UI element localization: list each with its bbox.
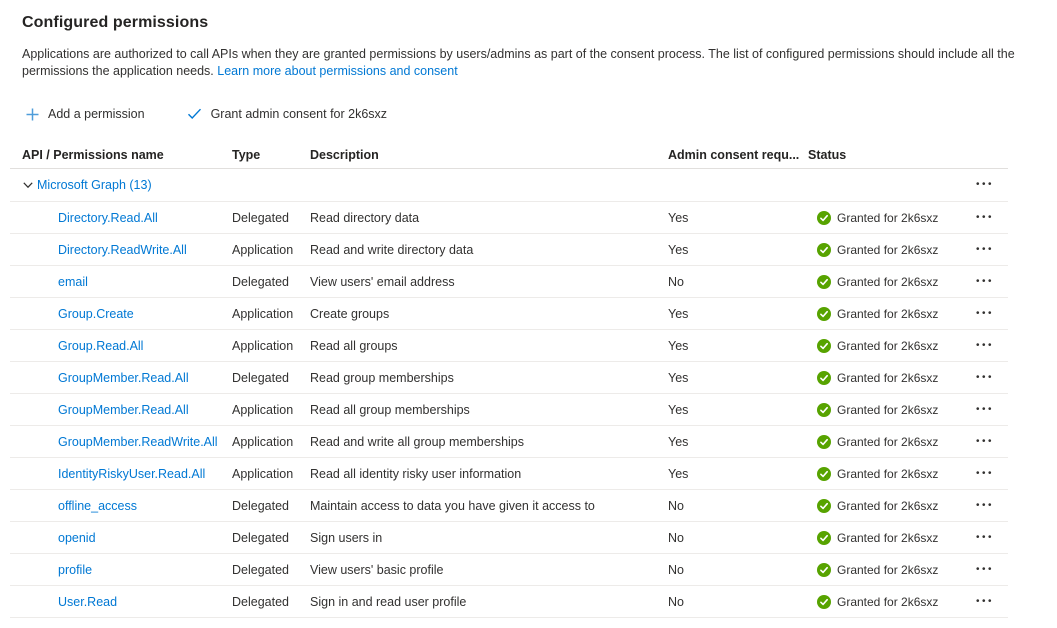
header-description[interactable]: Description	[310, 147, 379, 162]
table-row	[10, 490, 1008, 522]
permission-type: Application	[232, 338, 294, 353]
more-options-button[interactable]: •••	[972, 305, 996, 323]
permission-status	[800, 595, 960, 609]
permission-status	[800, 339, 960, 353]
row-actions-cell	[960, 497, 1008, 515]
more-options-button[interactable]: •••	[972, 497, 996, 515]
permission-status	[800, 275, 960, 289]
permission-status	[800, 563, 960, 577]
table-row	[10, 266, 1008, 298]
plus-icon	[26, 108, 39, 121]
row-actions-cell	[960, 433, 1008, 451]
granted-check-icon	[817, 339, 831, 353]
permission-description: Read directory data	[310, 210, 420, 225]
status-text: Granted for 2k6sxz	[837, 210, 939, 225]
granted-check-icon	[817, 243, 831, 257]
status-text: Granted for 2k6sxz	[837, 402, 939, 417]
admin-consent-required-value: Yes	[668, 434, 689, 449]
granted-check-icon	[817, 307, 831, 321]
more-options-button[interactable]: •••	[972, 369, 996, 387]
permission-description: Read all groups	[310, 338, 398, 353]
table-row	[10, 394, 1008, 426]
status-text: Granted for 2k6sxz	[837, 338, 939, 353]
permission-name-link[interactable]: GroupMember.Read.All	[58, 402, 189, 417]
permission-type: Application	[232, 402, 294, 417]
more-options-button[interactable]: •••	[972, 593, 996, 611]
permission-name-link[interactable]: Directory.ReadWrite.All	[58, 242, 187, 257]
permission-status	[800, 211, 960, 225]
permission-name-cell	[10, 499, 232, 513]
permissions-table	[10, 141, 1008, 618]
admin-consent-required-value: Yes	[668, 210, 689, 225]
admin-consent-required-value: No	[668, 498, 684, 513]
permission-status	[800, 499, 960, 513]
header-type[interactable]: Type	[232, 147, 261, 162]
api-group-row-microsoft-graph	[10, 169, 1008, 202]
table-row	[10, 522, 1008, 554]
more-options-button[interactable]: •••	[972, 337, 996, 355]
admin-consent-required-value: Yes	[668, 338, 689, 353]
permission-type: Delegated	[232, 594, 289, 609]
more-options-button[interactable]: •••	[972, 241, 996, 259]
permission-name-cell	[10, 435, 232, 449]
permission-status	[800, 371, 960, 385]
permission-type: Delegated	[232, 370, 289, 385]
more-options-button[interactable]: •••	[972, 465, 996, 483]
row-actions-cell	[960, 465, 1008, 483]
admin-consent-required-value: Yes	[668, 466, 689, 481]
more-options-button[interactable]: •••	[972, 561, 996, 579]
table-row	[10, 586, 1008, 618]
permission-type: Delegated	[232, 210, 289, 225]
description-text: Applications are authorized to call APIs when they are granted permissions by users/admins as part of the consent process. The list of configured permissions should include all the permissions the application needs.	[22, 47, 1015, 78]
permission-status	[800, 403, 960, 417]
admin-consent-required-value: No	[668, 562, 684, 577]
grant-admin-consent-button[interactable]	[183, 105, 391, 123]
command-bar	[22, 102, 1057, 126]
admin-consent-required-value: No	[668, 594, 684, 609]
admin-consent-required-value: Yes	[668, 306, 689, 321]
more-options-button[interactable]: •••	[972, 273, 996, 291]
granted-check-icon	[817, 595, 831, 609]
permission-name-cell	[10, 275, 232, 289]
check-icon	[187, 108, 202, 120]
permission-description: Create groups	[310, 306, 390, 321]
granted-check-icon	[817, 499, 831, 513]
permission-name-link[interactable]: User.Read	[58, 594, 118, 609]
permission-name-link[interactable]: offline_access	[58, 498, 137, 513]
permission-name-link[interactable]: GroupMember.Read.All	[58, 370, 189, 385]
permission-name-link[interactable]: openid	[58, 530, 96, 545]
permission-name-cell	[10, 531, 232, 545]
permission-status	[800, 243, 960, 257]
permission-description: Sign in and read user profile	[310, 594, 467, 609]
more-options-button[interactable]: •••	[972, 176, 996, 194]
permission-type: Application	[232, 242, 294, 257]
permission-name-cell	[10, 563, 232, 577]
permission-status	[800, 467, 960, 481]
permission-description: Read and write all group memberships	[310, 434, 524, 449]
granted-check-icon	[817, 371, 831, 385]
status-text: Granted for 2k6sxz	[837, 498, 939, 513]
group-actions-cell	[960, 176, 1008, 194]
add-permission-button[interactable]	[22, 105, 149, 123]
permission-description: Sign users in	[310, 530, 383, 545]
status-text: Granted for 2k6sxz	[837, 594, 939, 609]
permission-description: Read all group memberships	[310, 402, 470, 417]
page-description	[22, 46, 1024, 79]
table-row	[10, 458, 1008, 490]
row-actions-cell	[960, 241, 1008, 259]
more-options-button[interactable]: •••	[972, 529, 996, 547]
add-permission-label: Add a permission	[48, 107, 145, 121]
permission-type: Application	[232, 434, 294, 449]
permission-name-cell	[10, 307, 232, 321]
table-row	[10, 202, 1008, 234]
status-text: Granted for 2k6sxz	[837, 306, 939, 321]
granted-check-icon	[817, 563, 831, 577]
granted-check-icon	[817, 211, 831, 225]
header-status[interactable]: Status	[808, 147, 847, 162]
permission-description: View users' email address	[310, 274, 455, 289]
permission-name-link[interactable]: GroupMember.ReadWrite.All	[58, 434, 218, 449]
row-actions-cell	[960, 209, 1008, 227]
granted-check-icon	[817, 531, 831, 545]
permission-name-link[interactable]: profile	[58, 562, 93, 577]
status-text: Granted for 2k6sxz	[837, 274, 939, 289]
status-text: Granted for 2k6sxz	[837, 530, 939, 545]
header-admin-consent-required[interactable]: Admin consent requ...	[668, 147, 800, 162]
row-actions-cell	[960, 273, 1008, 291]
permission-name-link[interactable]: IdentityRiskyUser.Read.All	[58, 466, 206, 481]
permission-name-cell	[10, 595, 232, 609]
row-actions-cell	[960, 593, 1008, 611]
table-row	[10, 554, 1008, 586]
status-text: Granted for 2k6sxz	[837, 466, 939, 481]
admin-consent-required-value: No	[668, 274, 684, 289]
table-row	[10, 234, 1008, 266]
granted-check-icon	[817, 467, 831, 481]
permission-name-cell	[10, 211, 232, 225]
row-actions-cell	[960, 369, 1008, 387]
table-row	[10, 298, 1008, 330]
permission-type: Delegated	[232, 498, 289, 513]
permission-status	[800, 531, 960, 545]
permission-name-cell	[10, 243, 232, 257]
row-actions-cell	[960, 529, 1008, 547]
table-row	[10, 426, 1008, 458]
permission-status	[800, 307, 960, 321]
permission-type: Delegated	[232, 530, 289, 545]
permission-name-cell	[10, 467, 232, 481]
status-text: Granted for 2k6sxz	[837, 434, 939, 449]
permission-name-cell	[10, 339, 232, 353]
permission-description: Read group memberships	[310, 370, 454, 385]
permission-description: Read all identity risky user information	[310, 466, 522, 481]
granted-check-icon	[817, 403, 831, 417]
status-text: Granted for 2k6sxz	[837, 370, 939, 385]
granted-check-icon	[817, 435, 831, 449]
table-row	[10, 330, 1008, 362]
row-actions-cell	[960, 401, 1008, 419]
learn-more-link[interactable]: Learn more about permissions and consent	[217, 63, 458, 78]
header-api-permissions-name[interactable]: API / Permissions name	[22, 147, 164, 162]
permission-name-link[interactable]: email	[58, 274, 88, 289]
page-title: Configured permissions	[22, 14, 209, 31]
status-text: Granted for 2k6sxz	[837, 242, 939, 257]
table-body	[10, 202, 1008, 618]
table-header-row	[10, 141, 1008, 169]
permission-description: View users' basic profile	[310, 562, 444, 577]
chevron-down-icon[interactable]	[22, 179, 34, 191]
permission-type: Application	[232, 466, 294, 481]
admin-consent-required-value: No	[668, 530, 684, 545]
permission-type: Application	[232, 306, 294, 321]
admin-consent-required-value: Yes	[668, 370, 689, 385]
permission-name-cell	[10, 403, 232, 417]
more-options-button[interactable]: •••	[972, 209, 996, 227]
permission-name-link[interactable]: Group.Read.All	[58, 338, 144, 353]
permission-description: Maintain access to data you have given it access to	[310, 498, 595, 513]
admin-consent-required-value: Yes	[668, 402, 689, 417]
row-actions-cell	[960, 337, 1008, 355]
row-actions-cell	[960, 561, 1008, 579]
permission-type: Delegated	[232, 562, 289, 577]
table-row	[10, 362, 1008, 394]
admin-consent-required-value: Yes	[668, 242, 689, 257]
permission-name-link[interactable]: Directory.Read.All	[58, 210, 158, 225]
status-text: Granted for 2k6sxz	[837, 562, 939, 577]
api-group-link[interactable]: Microsoft Graph (13)	[37, 178, 152, 192]
permission-type: Delegated	[232, 274, 289, 289]
permission-description: Read and write directory data	[310, 242, 474, 257]
more-options-button[interactable]: •••	[972, 433, 996, 451]
permission-name-link[interactable]: Group.Create	[58, 306, 134, 321]
granted-check-icon	[817, 275, 831, 289]
grant-admin-consent-label: Grant admin consent for 2k6sxz	[210, 107, 388, 121]
row-actions-cell	[960, 305, 1008, 323]
permission-name-cell	[10, 371, 232, 385]
permission-status	[800, 435, 960, 449]
more-options-button[interactable]: •••	[972, 401, 996, 419]
